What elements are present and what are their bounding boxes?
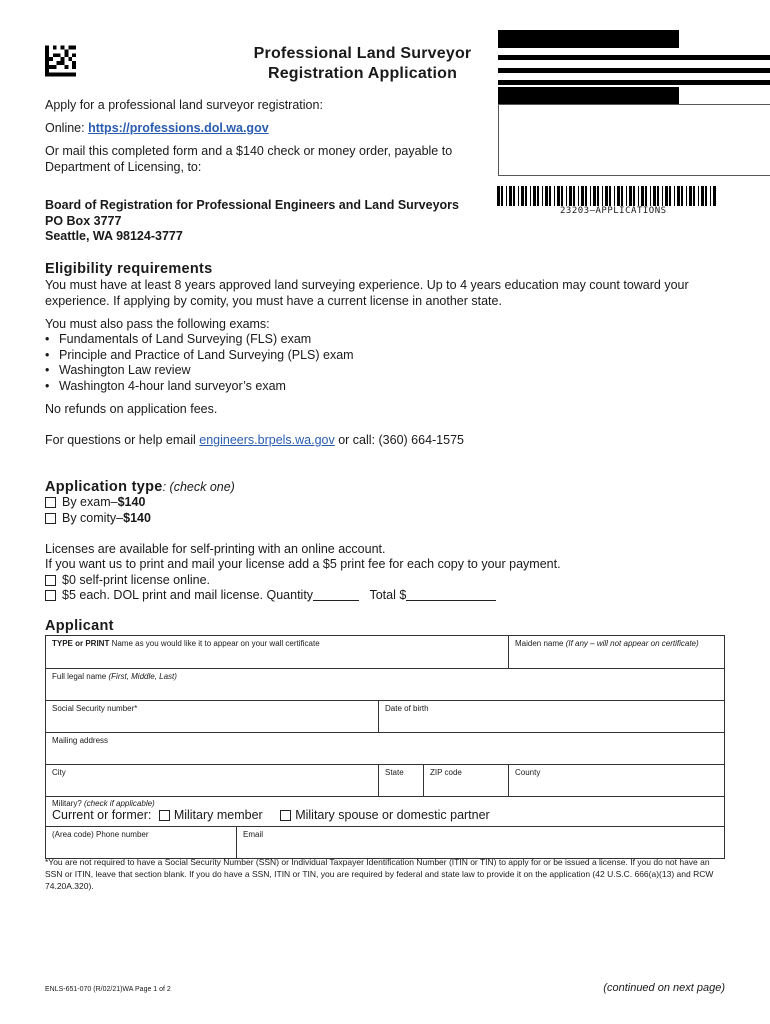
military-note: (check if applicable)	[84, 799, 155, 808]
office-use-stripe	[498, 80, 770, 85]
zip-field[interactable]	[423, 765, 508, 796]
city-field[interactable]	[46, 765, 378, 796]
dob-field[interactable]	[378, 701, 724, 732]
eligibility-heading: Eligibility requirements	[45, 261, 213, 277]
address-line2: PO Box 3777	[45, 213, 122, 228]
military-field	[46, 797, 724, 826]
self-print-checkbox[interactable]	[45, 575, 56, 586]
application-type-note: : (check one)	[162, 480, 235, 494]
address-line3: Seattle, WA 98124-3777	[45, 229, 183, 243]
city-label: City	[52, 768, 66, 777]
ssn-field[interactable]	[46, 701, 378, 732]
mail-print-label: $5 each. DOL print and mail license. Quantity	[62, 588, 314, 602]
questions-prefix: For questions or help email	[45, 433, 200, 447]
form-title	[200, 44, 525, 84]
application-type-heading	[45, 478, 235, 496]
office-use-stripe	[498, 30, 679, 48]
email-label: Email	[243, 830, 264, 839]
mail-print-checkbox[interactable]	[45, 590, 56, 601]
exam-list	[45, 332, 725, 394]
mailing-address-field[interactable]	[46, 733, 724, 764]
maiden-name-field[interactable]	[508, 636, 724, 668]
phone-label: (Area code) Phone number	[52, 830, 149, 839]
option-self-print[interactable]	[45, 573, 210, 589]
state-field[interactable]	[378, 765, 423, 796]
questions-email-link[interactable]: engineers.brpels.wa.gov	[199, 433, 335, 447]
continued-note: (continued on next page)	[603, 982, 725, 994]
questions-suffix: or call: (360) 664-1575	[334, 433, 464, 447]
no-refunds-note: No refunds on application fees.	[45, 402, 218, 416]
address-line1: Board of Registration for Professional Engineers and Land Surveyors	[45, 198, 459, 212]
qr-code-icon	[45, 45, 76, 77]
mailing-address-block	[45, 198, 485, 245]
option-comity-price: $140	[123, 511, 151, 525]
intro-mail: Or mail this completed form and a $140 check or money order, payable to Department of Licensing, to:	[45, 144, 453, 174]
military-label: Military?	[52, 799, 85, 808]
barcode-icon	[497, 186, 719, 206]
maiden-label: Maiden name	[515, 639, 566, 648]
license-note-1: Licenses are available for self-printing with an online account.	[45, 542, 386, 556]
option-comity[interactable]	[45, 511, 151, 527]
self-print-label: $0 self-print license online.	[62, 573, 210, 587]
comity-checkbox[interactable]	[45, 513, 56, 524]
military-spouse-checkbox[interactable]	[280, 810, 291, 821]
exam-item: • Principle and Practice of Land Surveying (PLS) exam	[45, 348, 725, 364]
zip-label: ZIP code	[430, 768, 462, 777]
application-type-title: Application type	[45, 479, 163, 495]
military-member-checkbox[interactable]	[159, 810, 170, 821]
total-field[interactable]	[406, 589, 496, 601]
form-row-military	[45, 796, 725, 826]
form-row-ssn	[45, 700, 725, 732]
exams-intro: You must also pass the following exams:	[45, 317, 270, 331]
state-label: State	[385, 768, 404, 777]
email-field[interactable]	[236, 827, 724, 858]
full-legal-label: Full legal name	[52, 672, 109, 681]
office-use-stripe	[498, 87, 679, 104]
form-title-line1: Professional Land Surveyor	[253, 45, 472, 62]
military-member-label: Military member	[173, 808, 263, 822]
ssn-footnote: *You are not required to have a Social Security Number (SSN) or Individual Taxpayer Identification Number (ITIN or TIN) to apply for or be issued a license. If you do not have an SSN or ITIN, leave that section blank. If you do have a SSN, ITIN or TIN, you are required by federal and state law to provide it on the application (42 U.S.C. 666(a)(13) and RCW 74.20A.320).	[45, 857, 714, 891]
ssn-label: Social Security number*	[52, 704, 138, 713]
military-spouse-label: Military spouse or domestic partner	[295, 808, 490, 822]
exam-item: • Washington Law review	[45, 363, 725, 379]
certificate-name-field[interactable]	[46, 636, 508, 668]
option-comity-label: By comity–	[62, 511, 124, 525]
option-exam-label: By exam–	[62, 495, 118, 509]
applicant-heading: Applicant	[45, 618, 114, 634]
barcode-caption: 23203—APPLICATIONS	[560, 206, 667, 216]
county-field[interactable]	[508, 765, 724, 796]
option-exam-price: $140	[117, 495, 146, 509]
quantity-field[interactable]	[313, 589, 359, 601]
total-label: Total $	[369, 588, 407, 602]
questions-line	[45, 433, 725, 449]
full-legal-note: (First, Middle, Last)	[108, 672, 177, 681]
current-former-label: Current or former:	[52, 808, 155, 822]
county-label: County	[515, 768, 541, 777]
applicant-form	[45, 635, 725, 859]
type-print-bold: TYPE or PRINT	[52, 639, 110, 648]
exam-item: • Washington 4-hour land surveyor’s exam	[45, 379, 725, 395]
office-use-stripe	[498, 68, 770, 73]
maiden-note: (If any – will not appear on certificate)	[565, 639, 699, 648]
exam-checkbox[interactable]	[45, 497, 56, 508]
license-note-2: If you want us to print and mail your license add a $5 print fee for each copy to your payment.	[45, 557, 561, 571]
form-row-legal	[45, 668, 725, 700]
online-link[interactable]: https://professions.dol.wa.gov	[88, 121, 269, 135]
eligibility-text: You must have at least 8 years approved land surveying experience. Up to 4 years education may count toward your experience. If applying by comity, you must have a current license in another state.	[45, 278, 689, 308]
form-title-line2: Registration Application	[267, 65, 458, 82]
type-print-rest: Name as you would like it to appear on your wall certificate	[109, 639, 320, 648]
form-row-name	[45, 635, 725, 668]
intro-online	[45, 121, 485, 137]
option-mail-print[interactable]	[45, 588, 515, 604]
form-row-contact	[45, 826, 725, 859]
full-legal-name-field[interactable]	[46, 669, 724, 700]
office-use-box	[498, 104, 770, 176]
intro-apply: Apply for a professional land surveyor registration:	[45, 98, 323, 112]
form-row-mailing	[45, 732, 725, 764]
online-label: Online:	[45, 121, 89, 135]
office-use-stripe	[498, 55, 770, 60]
exam-item: • Fundamentals of Land Surveying (FLS) exam	[45, 332, 725, 348]
form-row-city	[45, 764, 725, 796]
mailing-label: Mailing address	[52, 736, 109, 745]
option-exam[interactable]	[45, 495, 145, 511]
phone-field[interactable]	[46, 827, 236, 858]
form-id: ENLS-651-070 (R/02/21)WA Page 1 of 2	[45, 986, 171, 993]
dob-label: Date of birth	[385, 704, 429, 713]
